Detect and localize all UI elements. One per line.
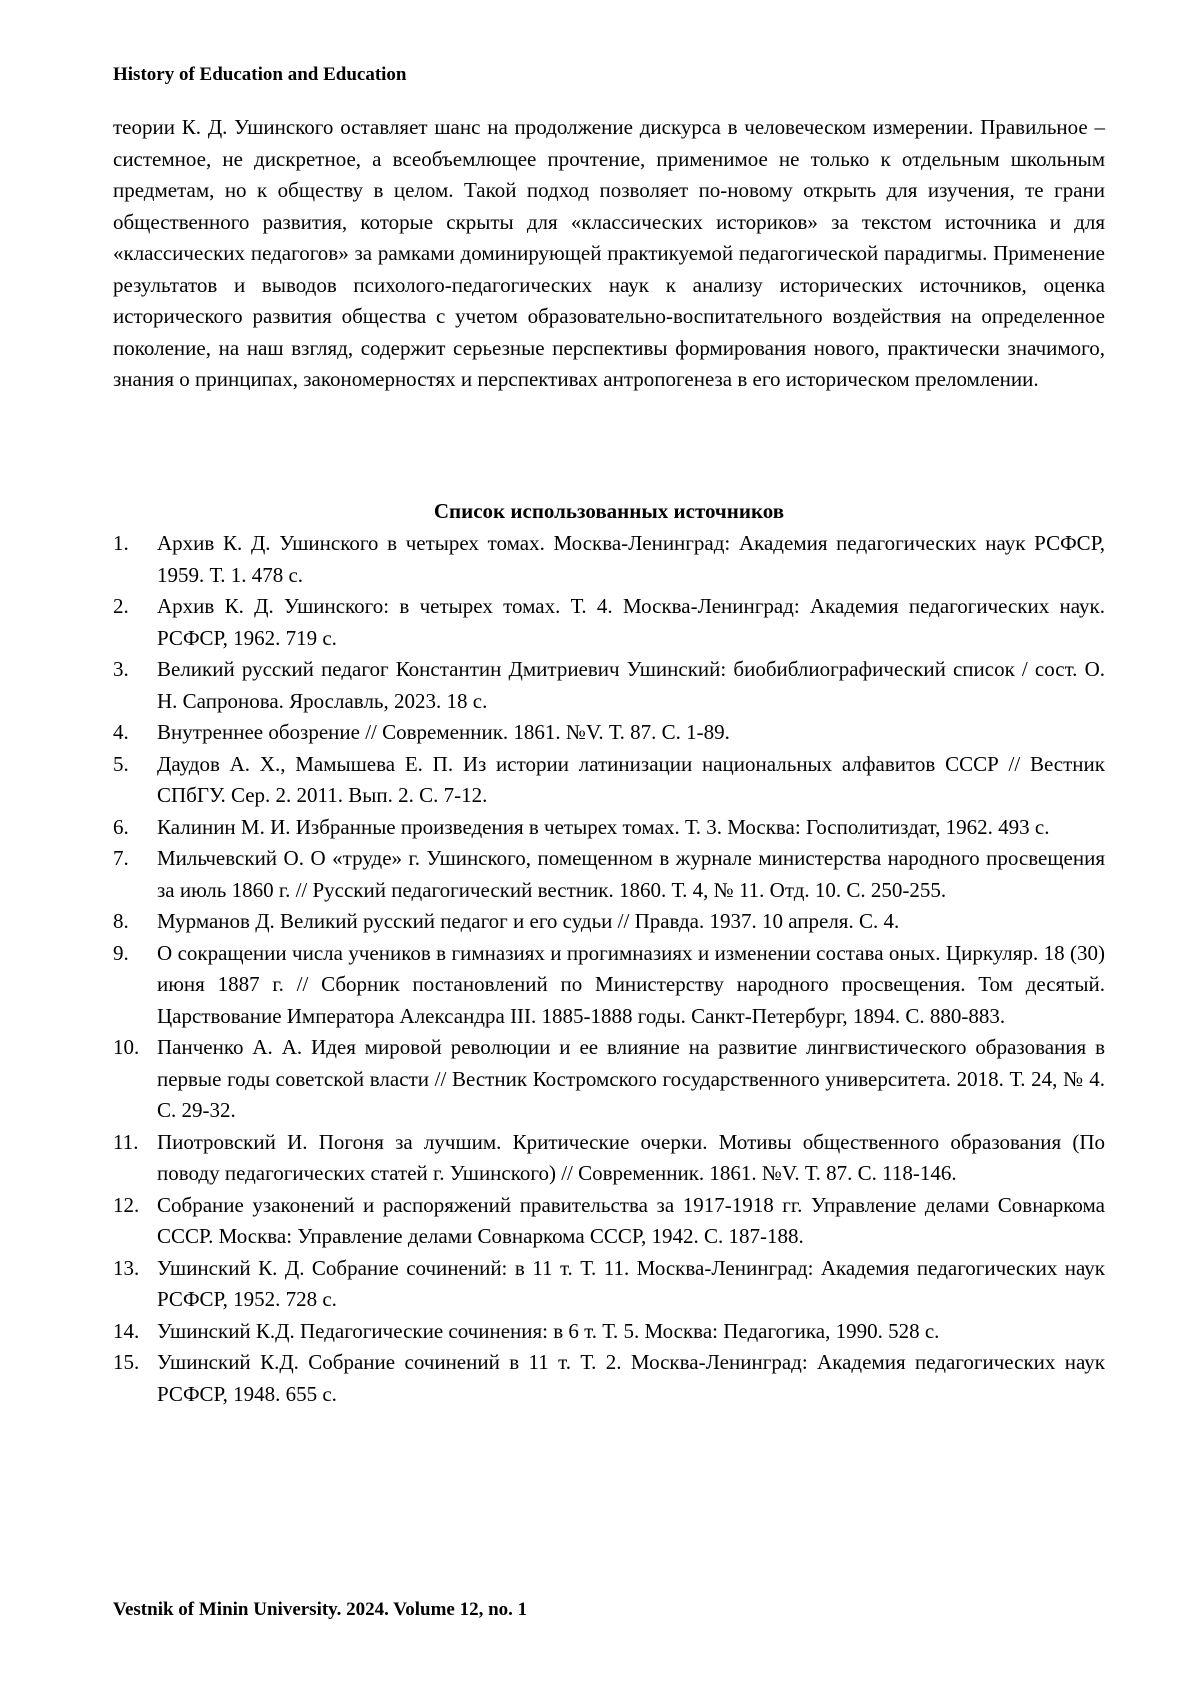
reference-item — [113, 1127, 1105, 1190]
reference-text: Пиотровский И. Погоня за лучшим. Критические очерки. Мотивы общественного образования (По поводу педагогических статей г. Ушинского) // Современник. 1861. №V. Т. 87. С. 118-146. — [157, 1129, 1105, 1185]
reference-item — [113, 1190, 1105, 1253]
reference-item — [113, 843, 1105, 906]
reference-item — [113, 906, 1105, 938]
reference-number: 1. — [113, 531, 129, 555]
reference-text: Мурманов Д. Великий русский педагог и его судьи // Правда. 1937. 10 апреля. С. 4. — [157, 909, 900, 933]
reference-text: Ушинский К. Д. Собрание сочинений: в 11 т. Т. 11. Москва-Ленинград: Академия педагогических наук РСФСР, 1952. 728 с. — [157, 1255, 1105, 1311]
reference-number: 2. — [113, 594, 129, 618]
reference-text: Калинин М. И. Избранные произведения в четырех томах. Т. 3. Москва: Госполитиздат, 1962. 493 с. — [157, 814, 1050, 839]
reference-number: 12. — [113, 1192, 140, 1217]
reference-text: Архив К. Д. Ушинского в четырех томах. Москва-Ленинград: Академия педагогических наук РСФСР, 1959. Т. 1. 478 с. — [157, 531, 1105, 587]
reference-number: 5. — [113, 751, 129, 776]
reference-number: 10. — [113, 1035, 140, 1059]
reference-text: О сокращении числа учеников в гимназиях и прогимназиях и изменении состава оных. Циркуляр. 18 (30) июня 1887 г. // Сборник постановлений по Министерству народного просвещения. Том десятый. Царствование Императора Александра III. 1885-1888 годы. Санкт-Петербург, 1894. С. 880-883. — [157, 940, 1105, 1028]
references-list — [113, 528, 1105, 1410]
reference-number: 11. — [113, 1129, 139, 1154]
reference-text: Даудов А. Х., Мамышева Е. П. Из истории латинизации национальных алфавитов СССР // Вестник СПбГУ. Сер. 2. 2011. Вып. 2. С. 7-12. — [157, 751, 1105, 807]
reference-text: Мильчевский О. О «труде» г. Ушинского, помещенном в журнале министерства народного просвещения за июль 1860 г. // Русский педагогический вестник. 1860. Т. 4, № 11. Отд. 10. С. 250-255. — [157, 846, 1105, 902]
reference-number: 15. — [113, 1350, 140, 1374]
reference-number: 13. — [113, 1255, 140, 1280]
reference-item — [113, 749, 1105, 812]
reference-number: 8. — [113, 909, 129, 933]
reference-text: Ушинский К.Д. Собрание сочинений в 11 т. Т. 2. Москва-Ленинград: Академия педагогических наук РСФСР, 1948. 655 с. — [157, 1350, 1105, 1406]
reference-item — [113, 1347, 1105, 1410]
reference-text: Архив К. Д. Ушинского: в четырех томах. Т. 4. Москва-Ленинград: Академия педагогических наук. РСФСР, 1962. 719 с. — [157, 594, 1105, 650]
body-paragraph: теории К. Д. Ушинского оставляет шанс на продолжение дискурса в человеческом измерении. Правильное – системное, не дискретное, а всеобъемлющее прочтение, применимое не только к отдельным школьным предметам, но к обществу в целом. Такой подход позволяет по-новому открыть для изучения, те грани общественного развития, которые скрыты для «классических историков» за текстом источника и для «классических педагогов» за рамками доминирующей практикуемой педагогической парадигмы. Применение результатов и выводов психолого-педагогических наук к анализу исторических источников, оценка исторического развития общества с учетом образовательно-воспитательного воздействия на определенное поколение, на наш взгляд, содержит серьезные перспективы формирования нового, практически значимого, знания о принципах, закономерностях и перспективах антропогенеза в его историческом преломлении. — [113, 115, 1105, 391]
reference-item — [113, 717, 1105, 749]
page-footer: Vestnik of Minin University. 2024. Volume 12, no. 1 — [113, 1599, 528, 1620]
reference-item — [113, 528, 1105, 591]
reference-number: 7. — [113, 846, 129, 870]
reference-item — [113, 654, 1105, 717]
reference-number: 9. — [113, 940, 129, 965]
reference-number: 3. — [113, 657, 129, 681]
reference-item — [113, 1253, 1105, 1316]
reference-item — [113, 1316, 1105, 1348]
reference-item — [113, 812, 1105, 844]
running-head: History of Education and Education — [113, 64, 407, 85]
reference-item — [113, 938, 1105, 1033]
reference-text: Ушинский К.Д. Педагогические сочинения: в 6 т. Т. 5. Москва: Педагогика, 1990. 528 с. — [157, 1318, 940, 1343]
reference-text: Собрание узаконений и распоряжений правительства за 1917-1918 гг. Управление делами Совнаркома СССР. Москва: Управление делами Совнаркома СССР, 1942. С. 187-188. — [157, 1192, 1105, 1248]
reference-text: Внутреннее обозрение // Современник. 1861. №V. Т. 87. С. 1-89. — [157, 720, 730, 744]
reference-item — [113, 591, 1105, 654]
reference-text: Панченко А. А. Идея мировой революции и ее влияние на развитие лингвистического образования в первые годы советской власти // Вестник Костромского государственного университета. 2018. Т. 24, № 4. С. 29-32. — [157, 1035, 1105, 1122]
reference-item — [113, 1032, 1105, 1127]
sources-list-title: Список использованных источников — [433, 499, 785, 523]
reference-number: 4. — [113, 720, 129, 744]
reference-number: 14. — [113, 1318, 140, 1343]
reference-number: 6. — [113, 814, 129, 839]
reference-text: Великий русский педагог Константин Дмитриевич Ушинский: биобиблиографический список / сост. О. Н. Сапронова. Ярославль, 2023. 18 с. — [157, 657, 1105, 713]
